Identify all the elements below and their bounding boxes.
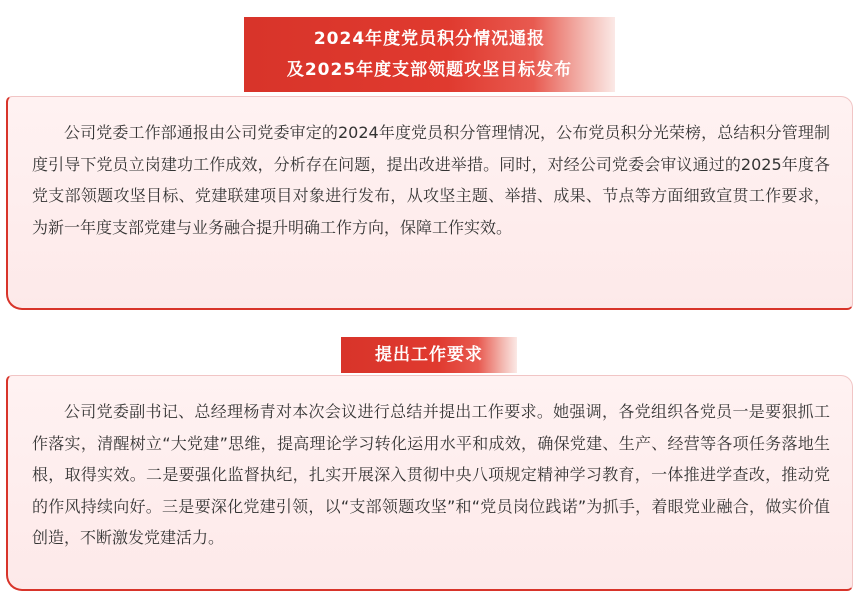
section-2-paragraph: 公司党委副书记、总经理杨青对本次会议进行总结并提出工作要求。她强调，各党组织各党员一是要狠抓工作落实，清醒树立“大党建”思维，提高理论学习转化运用水平和成效，确保党建、生产、经营等各项任务落地生根，取得实效。二是要强化监督执纪，扎实开展深入贯彻中央八项规定精神学习教育，一体推进学查改，推动党的作风持续向好。三是要深化党建引领，以“支部领题攻坚”和“党员岗位践诺”为抓手，着眼党业融合，做实价值创造，不断激发党建活力。: [32, 402, 830, 547]
section-1-title-line-1: 2024年度党员积分情况通报: [313, 29, 546, 49]
section-1-content-card: [6, 96, 853, 310]
section-1-title-line-2: 及2025年度支部领题攻坚目标发布: [286, 60, 573, 80]
section-1-paragraph: 公司党委工作部通报由公司党委审定的2024年度党员积分管理情况，公布党员积分光荣榜，总结积分管理制度引导下党员立岗建功工作成效，分析存在问题，提出改进举措。同时，对经公司党委会审议通过的2025年度各党支部领题攻坚目标、党建联建项目对象进行发布，从攻坚主题、举措、成果、节点等方面细致宣贯工作要求，为新一年度支部党建与业务融合提升明确工作方向，保障工作实效。: [32, 123, 830, 237]
section-2-title: 提出工作要求: [375, 345, 483, 365]
section-2-title-banner: [341, 337, 517, 373]
section-2-content-card: [6, 375, 853, 591]
section-1-title-banner: [244, 17, 615, 92]
